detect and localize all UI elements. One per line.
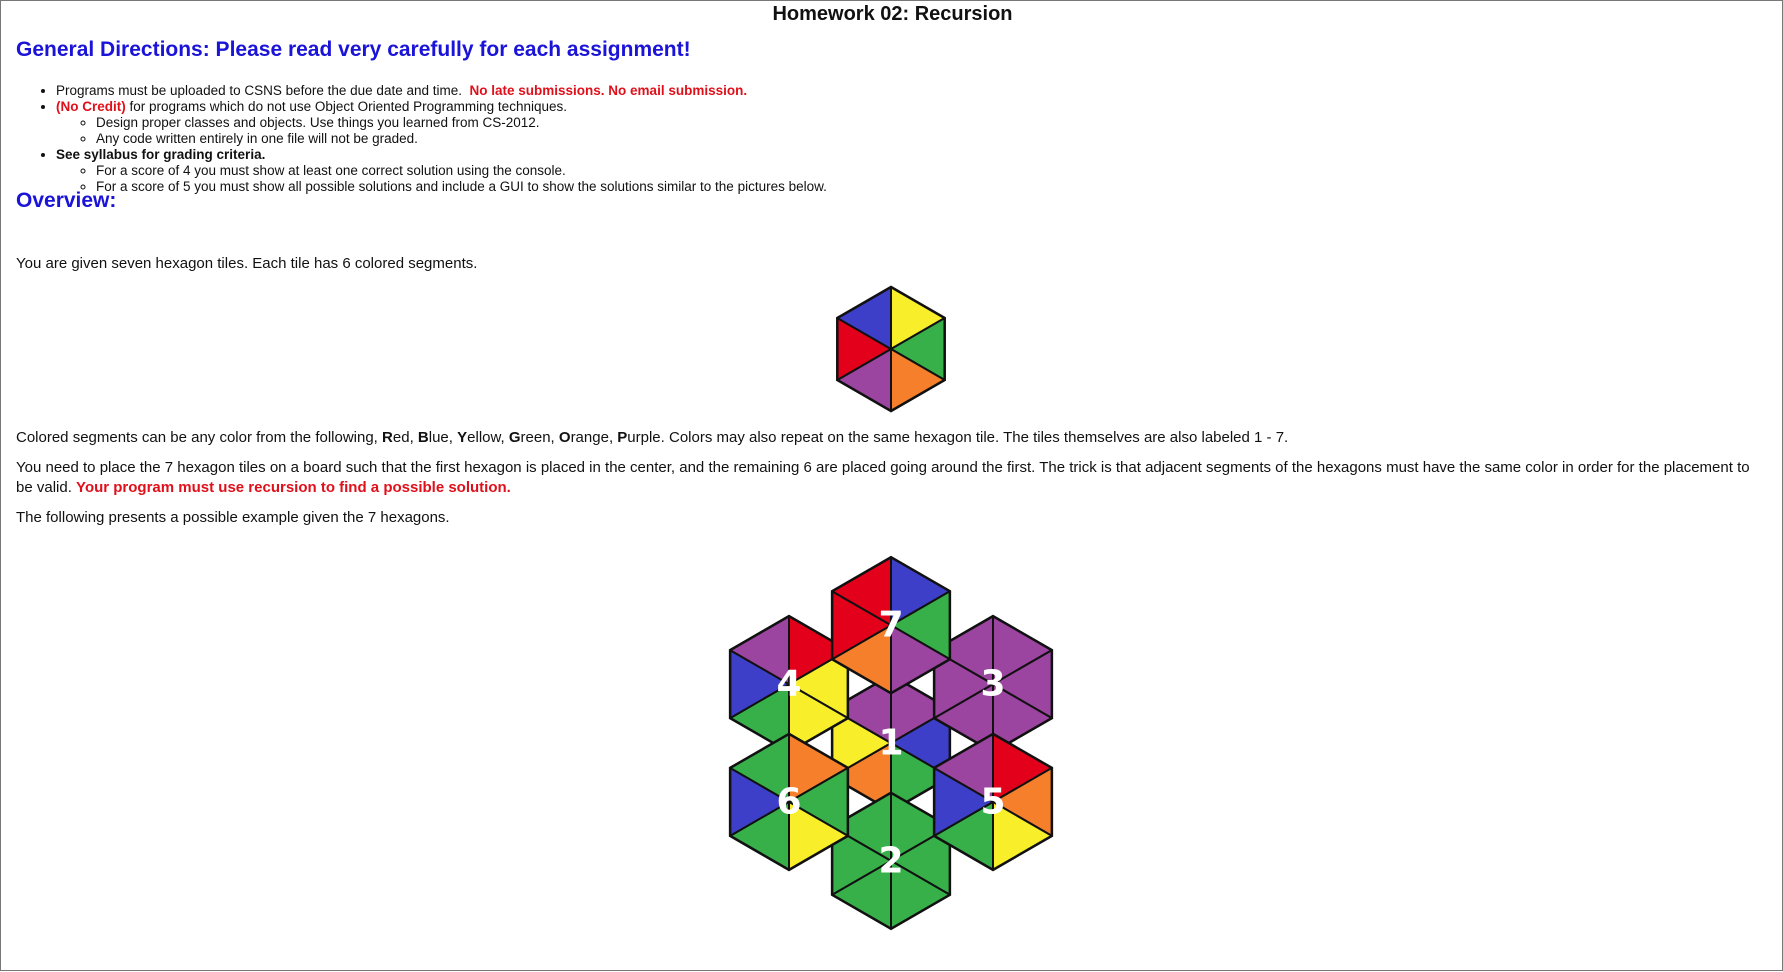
hex-label: 1 xyxy=(878,722,904,764)
hex-label: 5 xyxy=(980,781,1006,823)
overview-paragraph-1: You are given seven hexagon tiles. Each tile has 6 colored segments. xyxy=(16,255,478,272)
sample-hexagon-tile xyxy=(837,287,944,411)
board-hexagon-4 xyxy=(730,616,848,752)
list-item: • Programs must be uploaded to CSNS before the due date and time. No late submissions. No email submission. xyxy=(56,83,827,99)
board-hexagon-6 xyxy=(730,734,848,870)
board-hexagon-7 xyxy=(832,557,950,693)
board-hexagon-2 xyxy=(832,793,950,929)
list-subitem: ◦ Design proper classes and objects. Use things you learned from CS-2012. xyxy=(96,115,827,131)
list-subitem: ◦ Any code written entirely in one file will not be graded. xyxy=(96,131,827,147)
hex-label: 6 xyxy=(776,781,802,823)
hexagon-illustration xyxy=(1,1,1783,972)
board-hexagon-5 xyxy=(934,734,1052,870)
list-item: • See syllabus for grading criteria. ◦ For a score of 4 you must show at least one correct solution using the console. ◦ For a score of 5 you must show all possible solutions and include a GUI to show the solutions similar to the pictures below. xyxy=(56,147,827,195)
overview-paragraph-3: You need to place the 7 hexagon tiles on a board such that the first hexagon is placed in the center, and the remaining 6 are placed going around the first. The trick is that adjacent segments of the hexagons must have the same color in order for the placement to be valid. Your program must use recursion to find a possible solution. xyxy=(16,459,1750,496)
overview-heading: Overview: xyxy=(16,189,117,212)
vertical-scrollbar[interactable] xyxy=(1776,3,1782,969)
hex-label: 7 xyxy=(878,604,904,646)
document-page xyxy=(1,1,1783,972)
board-hexagon-3 xyxy=(934,616,1052,752)
hex-label: 2 xyxy=(878,840,904,882)
directions-heading: General Directions: Please read very carefully for each assignment! xyxy=(16,38,691,61)
overview-paragraph-2: Colored segments can be any color from the following, Red, Blue, Yellow, Green, Orange, Purple. Colors may also repeat on the same hexagon tile. The tiles themselves are also labeled 1 - 7. xyxy=(16,429,1289,446)
hex-label: 4 xyxy=(776,663,802,705)
list-subitem: ◦ For a score of 4 you must show at least one correct solution using the console. xyxy=(96,163,827,179)
hex-label: 3 xyxy=(980,663,1006,705)
board-hexagon-1 xyxy=(832,675,950,811)
overview-paragraph-4: The following presents a possible example given the 7 hexagons. xyxy=(16,509,450,526)
list-subitem: ◦ For a score of 5 you must show all possible solutions and include a GUI to show the solutions similar to the pictures below. xyxy=(96,179,827,195)
list-item: • (No Credit) for programs which do not use Object Oriented Programming techniques. ◦ Design proper classes and objects. Use things you learned from CS-2012. ◦ Any code written entirely in one file will not be graded. xyxy=(56,99,827,147)
page-title: Homework 02: Recursion xyxy=(772,3,1013,25)
